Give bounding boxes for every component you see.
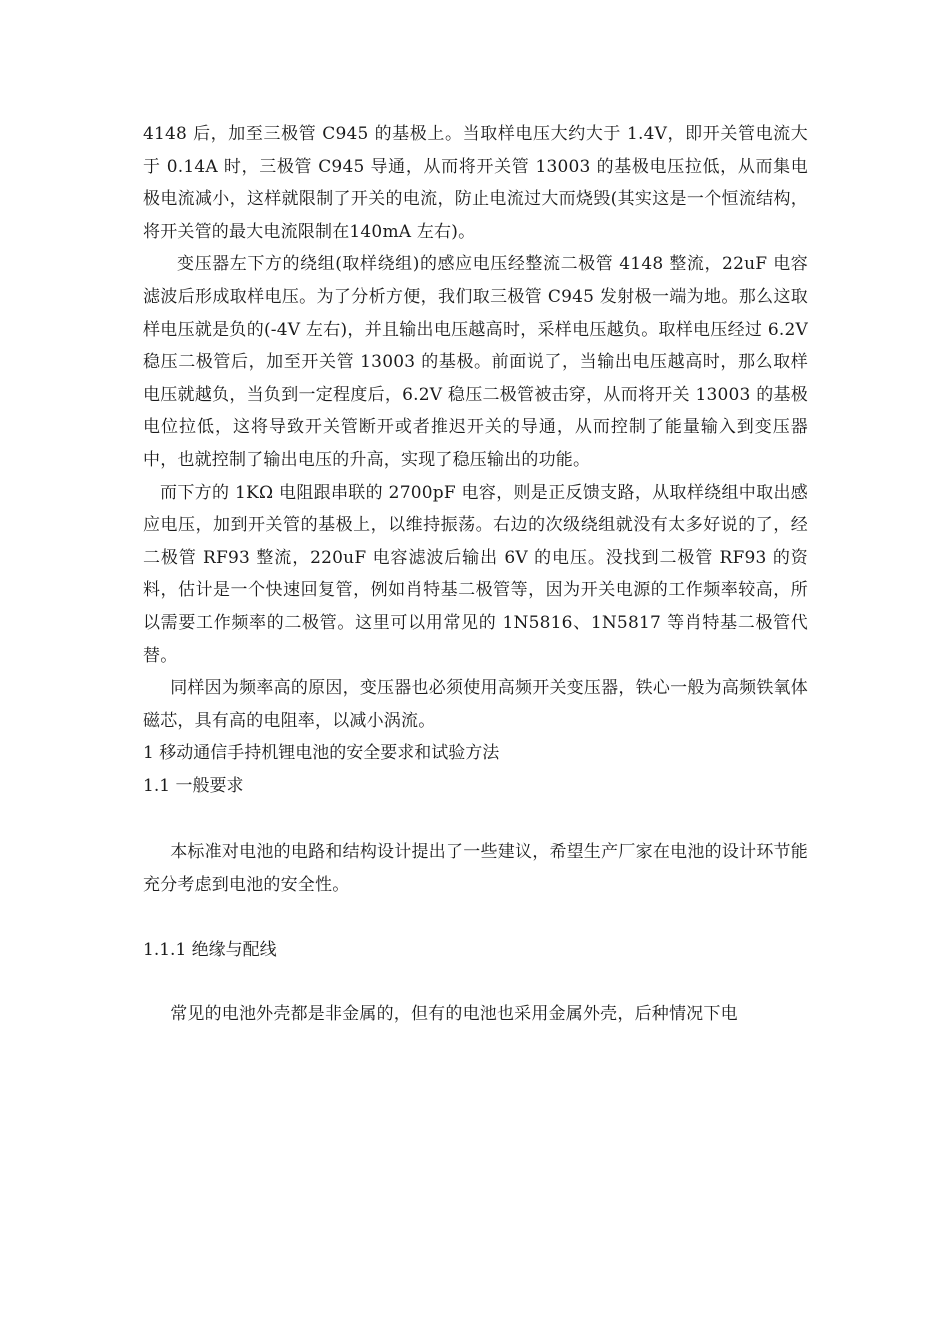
paragraph-standard-intro: 本标准对电池的电路和结构设计提出了一些建议，希望生产厂家在电池的设计环节能充分考虑到电池的安全性。	[143, 842, 808, 896]
section-heading-1: 1 移动通信手持机锂电池的安全要求和试验方法	[143, 743, 500, 764]
section-heading-1-1: 1.1 一般要求	[143, 775, 244, 796]
document-page	[143, 118, 808, 1031]
spacer	[143, 966, 808, 998]
spacer	[143, 802, 808, 836]
spacer	[143, 902, 808, 934]
paragraph-transformer: 同样因为频率高的原因，变压器也必须使用高频开关变压器，铁心一般为高频铁氧体磁芯，具有高的电阻率，以减小涡流。	[143, 678, 808, 731]
paragraph-battery-casing: 常见的电池外壳都是非金属的，但有的电池也采用金属外壳，后种情况下电	[170, 1004, 738, 1025]
paragraph-sampling-voltage: 变压器左下方的绕组(取样绕组)的感应电压经整流二极管 4148 整流，22uF 电容滤波后形成取样电压。为了分析方便，我们取三极管 C945 发射极一端为地。那么这取样电压就是负的(-4V 左右)，并且输出电压越高时，采样电压越负。取样电压经过 6.2V 稳压二极管后，加至开关管 13003 的基极。前面说了，当输出电压越高时，那么取样电压就越负，当负到一定程度后，6.2V 稳压二极管被击穿，从而将开关 13003 的基极电位拉低，这将导致开关管断开或者推迟开关的导通，从而控制了能量输入到变压器中，也就控制了输出电压的升高，实现了稳压输出的功能。	[143, 254, 808, 470]
section-heading-1-1-1: 1.1.1 绝缘与配线	[143, 939, 277, 960]
paragraph-current-limit: 4148 后，加至三极管 C945 的基极上。当取样电压大约大于 1.4V，即开关管电流大于 0.14A 时，三极管 C945 导通，从而将开关管 13003 的基极电压拉低，从而集电极电流减小，这样就限制了开关的电流，防止电流过大而烧毁(其实这是一个恒流结构，将开关管的最大电流限制在140mA 左右)。	[143, 124, 808, 242]
paragraph-feedback-branch: 而下方的 1KΩ 电阻跟串联的 2700pF 电容，则是正反馈支路，从取样绕组中取出感应电压，加到开关管的基极上，以维持振荡。右边的次级绕组就没有太多好说的了，经二极管 RF93 整流，220uF 电容滤波后输出 6V 的电压。没找到二极管 RF93 的资料，估计是一个快速回复管，例如肖特基二极管等，因为开关电源的工作频率较高，所以需要工作频率的二极管。这里可以用常见的 1N5816、1N5817 等肖特基二极管代替。	[143, 482, 808, 666]
